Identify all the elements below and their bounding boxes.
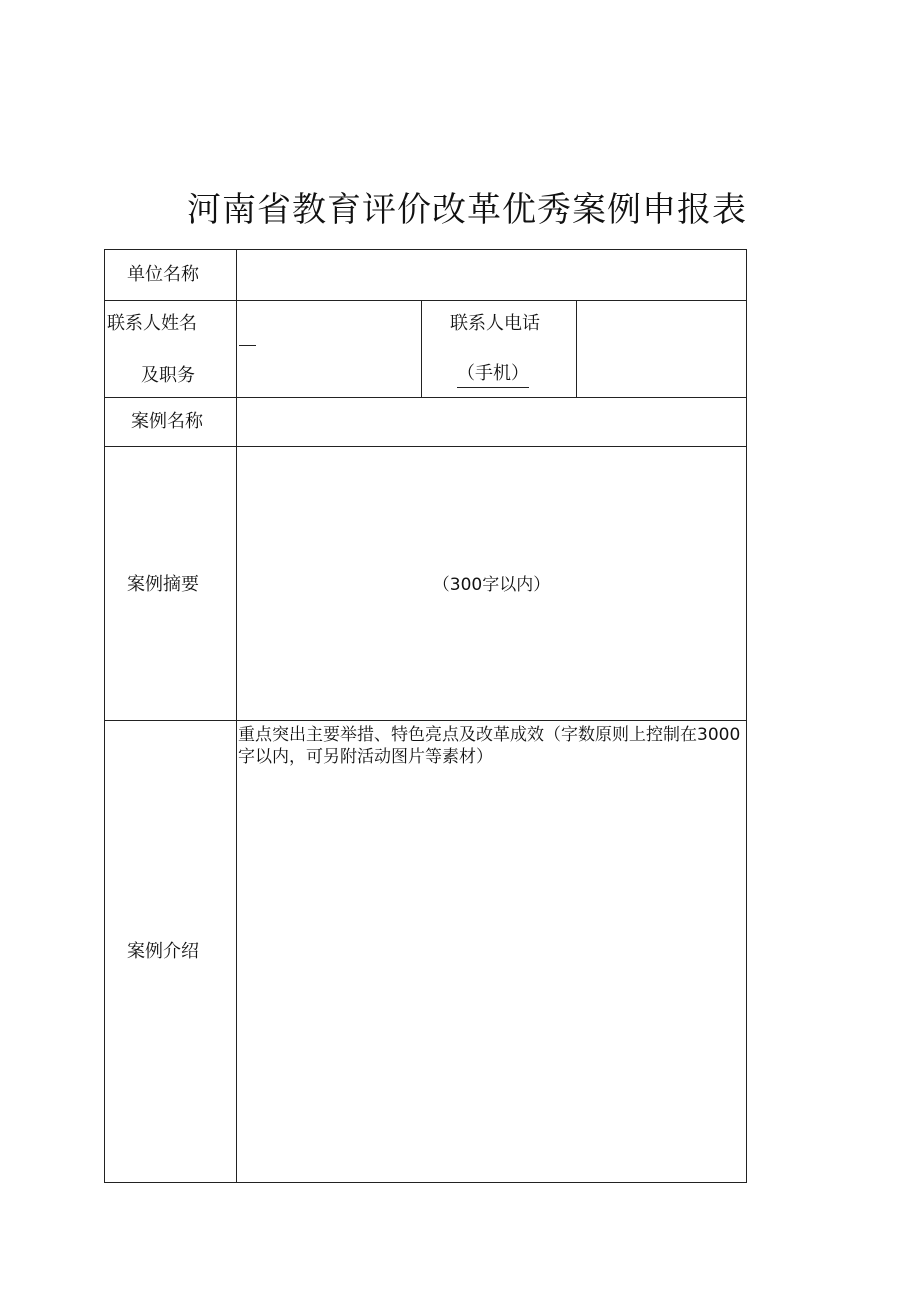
page-title: 河南省教育评价改革优秀案例申报表 [187,190,747,230]
case-name-field[interactable] [237,398,746,446]
contact-phone-label-line2: （手机） [457,362,529,388]
case-name-label: 案例名称 [131,411,203,432]
contact-name-underline [239,345,256,346]
contact-name-field[interactable] [237,301,421,397]
application-form-table [104,249,747,1183]
contact-name-label-line1: 联系人姓名 [107,313,197,334]
unit-name-label: 单位名称 [127,264,199,285]
contact-phone-label-line1: 联系人电话 [450,313,540,334]
unit-name-field[interactable] [237,250,746,300]
case-summary-hint: （300字以内） [432,575,551,595]
case-intro-label: 案例介绍 [127,941,199,962]
contact-name-label-line2: 及职务 [141,365,195,386]
case-intro-hint: 重点突出主要举措、特色亮点及改革成效（字数原则上控制在3000字以内，可另附活动图片等素材） [238,725,741,767]
case-summary-label: 案例摘要 [127,574,199,595]
column-divider [421,300,422,397]
contact-phone-field[interactable] [577,301,746,397]
case-intro-field[interactable] [237,721,746,1182]
